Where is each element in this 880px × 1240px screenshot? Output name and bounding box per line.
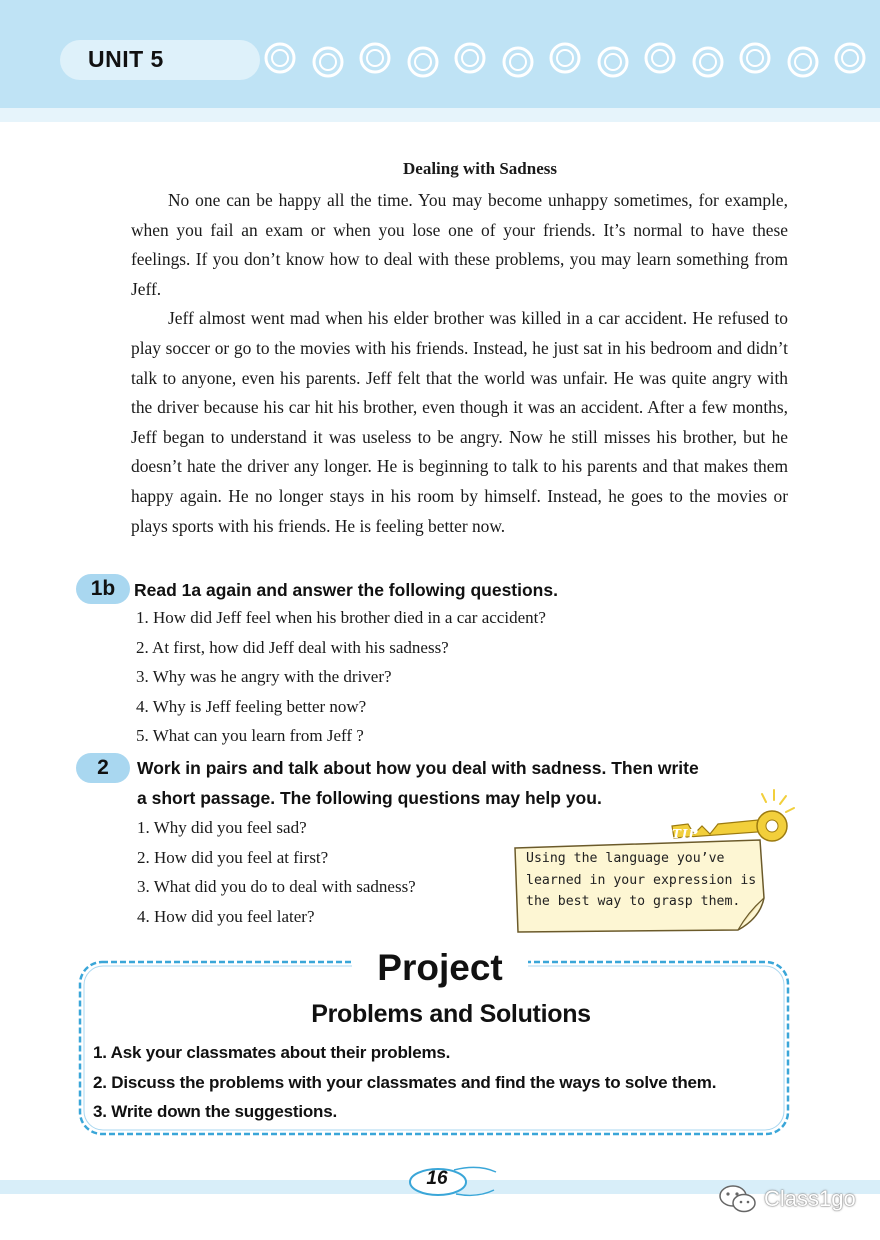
project-subtitle: Problems and Solutions (311, 1000, 591, 1028)
article-body (131, 186, 788, 541)
key-icon (668, 788, 804, 852)
exercise-2-badge: 2 (76, 753, 130, 783)
exercise-2-heading-line2: a short passage. The following questions may help you. (137, 788, 602, 808)
ring-icon (789, 48, 817, 76)
ring-icon (694, 48, 722, 76)
question-item: 3. What did you do to deal with sadness? (137, 877, 416, 897)
question-item: 4. How did you feel later? (137, 906, 315, 926)
project-item: 2. Discuss the problems with your classmates and find the ways to solve them. (93, 1072, 717, 1092)
exercise-1b-heading: Read 1a again and answer the following questions. (134, 580, 558, 600)
tip-text: Using the language you’ve learned in your expression is the best way to grasp them. (526, 851, 757, 909)
ring-icon (456, 44, 484, 72)
ring-icon (551, 44, 579, 72)
exercise-1b-questions (136, 603, 546, 751)
question-item: 5. What can you learn from Jeff ? (136, 726, 364, 746)
article-title: Dealing with Sadness (403, 159, 557, 178)
article-paragraph: Jeff almost went mad when his elder brother was killed in a car accident. He refused to play soccer or go to the movies with his friends. Instead, he just sat in his bedroom and didn’t talk to anyone, even his parents. Jeff felt that the world was unfair. He was quite angry with the driver because his car hit his brother, even though it was an accident. After a few months, Jeff began to understand it was useless to be angry. Now he still misses his brother, but he doesn’t hate the driver any longer. He is beginning to talk to his parents and that makes them happy again. He no longer stays in his room by himself. Instead, he goes to the movies or plays sports with his friends. He is feeling better now. (131, 308, 788, 536)
exercise-2-heading-line1: Work in pairs and talk about how you deal with sadness. Then write (137, 758, 699, 778)
decorative-rings (262, 36, 880, 84)
ring-icon (314, 48, 342, 76)
question-item: 1. How did Jeff feel when his brother died in a car accident? (136, 608, 546, 627)
header-rule (0, 108, 880, 122)
wechat-icon (718, 1183, 758, 1215)
ring-icon (741, 44, 769, 72)
project-items (93, 1038, 716, 1127)
project-item: 3. Write down the suggestions. (93, 1102, 337, 1121)
exercise-1b-badge: 1b (76, 574, 130, 604)
page-number: 16 (426, 1168, 448, 1189)
exercise-2-questions (137, 813, 416, 931)
project-item: 1. Ask your classmates about their problems. (93, 1043, 451, 1062)
watermark-text: Class1go (764, 1186, 856, 1211)
article-paragraph: No one can be happy all the time. You may become unhappy sometimes, for example, when you fail an exam or when you lose one of your friends. It’s normal to have these feelings. If you don’t know how to deal with these problems, you may learn something from Jeff. (131, 190, 788, 299)
ring-icon (836, 44, 864, 72)
ring-icon (599, 48, 627, 76)
question-item: 2. How did you feel at first? (137, 847, 329, 867)
project-title: Project (352, 945, 528, 991)
question-item: 1. Why did you feel sad? (137, 818, 307, 837)
ring-icon (504, 48, 532, 76)
question-item: 2. At first, how did Jeff deal with his sadness? (136, 637, 449, 657)
question-item: 3. Why was he angry with the driver? (136, 667, 392, 687)
ring-icon (646, 44, 674, 72)
ring-icon (266, 44, 294, 72)
question-item: 4. Why is Jeff feeling better now? (136, 696, 367, 716)
ring-icon (409, 48, 437, 76)
tip-key-label: TIP (672, 827, 699, 841)
unit-label: UNIT 5 (88, 46, 164, 72)
ring-icon (361, 44, 389, 72)
